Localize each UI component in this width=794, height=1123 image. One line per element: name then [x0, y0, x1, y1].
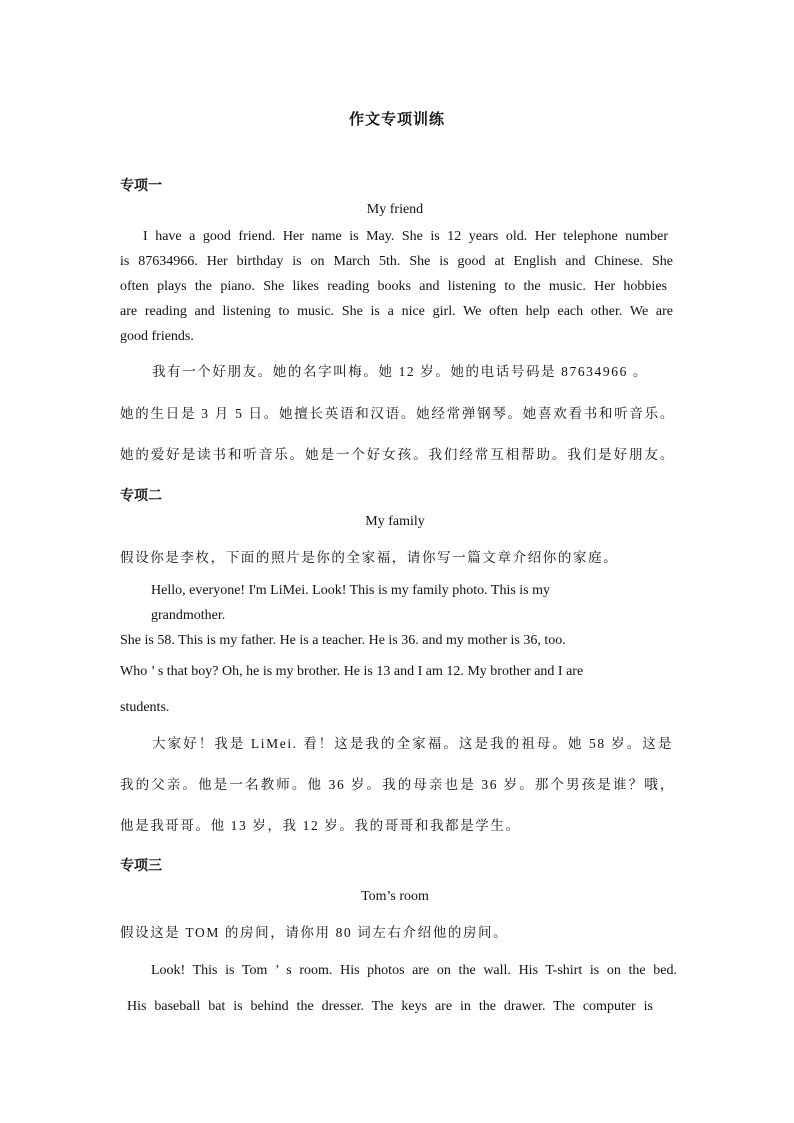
essay-line: grandmother.: [151, 608, 226, 623]
essay-line: good friends.: [120, 329, 194, 344]
essay-title: Tom’s room: [361, 889, 429, 904]
essay-line: Look! This is Tom ’ s room. His photos are on the wall. His T-shirt is on the bed.: [151, 963, 677, 978]
document-title: 作文专项训练: [348, 112, 445, 128]
essay-prompt: 假设这是 TOM 的房间，请你用 80 词左右介绍他的房间。: [120, 925, 509, 940]
translation-line: 她的爱好是读书和听音乐。她是一个好女孩。我们经常互相帮助。我们是好朋友。: [120, 447, 675, 462]
translation-line: 她的生日是 3 月 5 日。她擅长英语和汉语。她经常弹钢琴。她喜欢看书和听音乐。: [120, 406, 675, 421]
essay-title: My friend: [366, 202, 424, 217]
section-heading: 专项三: [120, 859, 162, 874]
translation-line: 我有一个好朋友。她的名字叫梅。她 12 岁。她的电话号码是 87634966 。: [152, 364, 648, 379]
essay-line: I have a good friend. Her name is May. She is 12 years old. Her telephone number: [143, 229, 668, 244]
essay-line: often plays the piano. She likes reading books and listening to the music. Her hobbies: [120, 279, 667, 294]
translation-line: 我的父亲。他是一名教师。他 36 岁。我的母亲也是 36 岁。那个男孩是谁？哦，: [120, 777, 675, 792]
essay-line: Who ’ s that boy? Oh, he is my brother. He is 13 and I am 12. My brother and I are: [120, 664, 584, 679]
essay-line: are reading and listening to music. She is a nice girl. We often help each other. We are: [120, 304, 673, 319]
essay-line: She is 58. This is my father. He is a teacher. He is 36. and my mother is 36, too.: [120, 633, 566, 648]
translation-line: 大家好！我是 LiMei. 看！这是我的全家福。这是我的祖母。她 58 岁。这是: [152, 736, 673, 751]
essay-line: His baseball bat is behind the dresser. The keys are in the drawer. The computer is: [127, 999, 653, 1014]
essay-line: is 87634966. Her birthday is on March 5th. She is good at English and Chinese. She: [120, 254, 673, 269]
translation-line: 他是我哥哥。他 13 岁，我 12 岁。我的哥哥和我都是学生。: [120, 818, 521, 833]
section-heading: 专项二: [120, 489, 162, 504]
section-heading: 专项一: [120, 179, 162, 194]
essay-line: Hello, everyone! I'm LiMei. Look! This is my family photo. This is my: [151, 583, 551, 598]
essay-line: students.: [120, 700, 170, 715]
essay-title: My family: [365, 514, 425, 529]
essay-prompt: 假设你是李枚，下面的照片是你的全家福，请你写一篇文章介绍你的家庭。: [120, 550, 619, 565]
